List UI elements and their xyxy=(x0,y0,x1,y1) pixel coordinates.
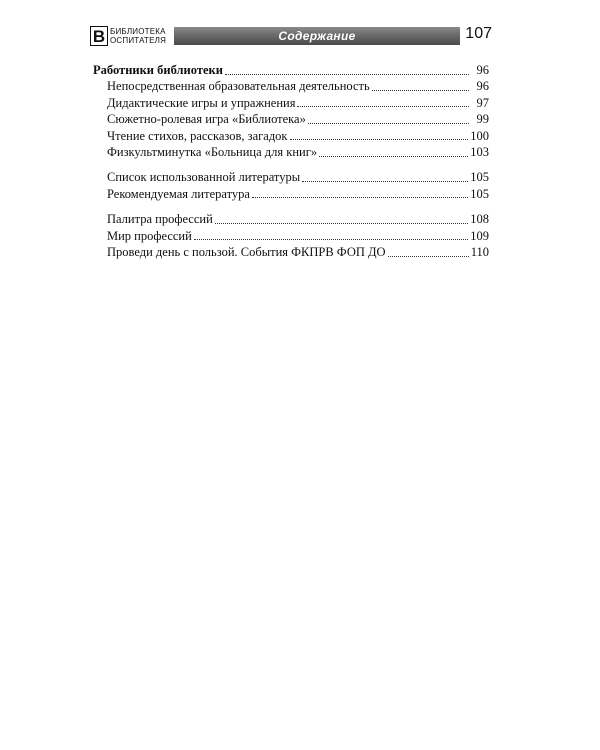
toc-entry-title: Работники библиотеки xyxy=(93,63,223,77)
toc-entry-page: 99 xyxy=(476,112,489,127)
toc-entry-page: 105 xyxy=(470,170,489,185)
toc-entry-title: Физкультминутка «Больница для книг» xyxy=(107,144,318,159)
toc-entry xyxy=(93,62,489,78)
toc-entry xyxy=(93,244,489,260)
table-of-contents xyxy=(93,62,489,260)
toc-entry-page: 108 xyxy=(470,212,489,227)
dot-leader xyxy=(225,74,469,75)
toc-entry-title: Чтение стихов, рассказов, загадок xyxy=(107,128,288,143)
logo-line-1: БИБЛИОТЕКА xyxy=(110,27,166,36)
dot-leader xyxy=(215,223,468,224)
toc-entry xyxy=(93,95,489,111)
toc-entry xyxy=(93,78,489,94)
toc-entry-page: 96 xyxy=(476,79,489,94)
toc-entry-page: 110 xyxy=(470,244,489,259)
toc-entry-page: 105 xyxy=(470,186,489,201)
toc-entry-title: Список использованной литературы xyxy=(107,170,301,185)
toc-entry-page: 109 xyxy=(470,228,489,243)
toc-entry-page: 96 xyxy=(476,63,489,77)
series-logo xyxy=(90,25,172,47)
toc-entry-title: Сюжетно-ролевая игра «Библиотека» xyxy=(107,112,306,127)
dot-leader xyxy=(302,181,468,182)
toc-entry xyxy=(93,169,489,185)
dot-leader xyxy=(194,239,468,240)
logo-letter: B xyxy=(90,26,108,46)
toc-entry xyxy=(93,144,489,160)
section-title: Содержание xyxy=(278,29,356,43)
toc-entry xyxy=(93,211,489,227)
toc-entry-title: Мир профессий xyxy=(107,228,192,243)
dot-leader xyxy=(297,106,469,107)
toc-entry-page: 100 xyxy=(470,128,489,143)
dot-leader xyxy=(388,256,469,257)
dot-leader xyxy=(308,123,469,124)
logo-line-2: ОСПИТАТЕЛЯ xyxy=(110,36,167,45)
toc-entry xyxy=(93,228,489,244)
toc-entry-title: Палитра профессий xyxy=(107,212,213,227)
dot-leader xyxy=(372,90,469,91)
toc-entry xyxy=(93,128,489,144)
section-banner xyxy=(174,27,460,45)
toc-entry-title: Непосредственная образовательная деятельность xyxy=(107,79,370,94)
toc-entry xyxy=(93,186,489,202)
dot-leader xyxy=(319,156,468,157)
logo-text xyxy=(110,27,166,45)
toc-entry-page: 97 xyxy=(476,95,489,110)
page-header xyxy=(90,25,494,49)
page-number: 107 xyxy=(465,25,492,42)
toc-entry-page: 103 xyxy=(470,144,489,159)
toc-entry-title: Рекомендуемая литература xyxy=(107,186,250,201)
toc-entry xyxy=(93,111,489,127)
dot-leader xyxy=(290,139,469,140)
toc-entry-title: Дидактические игры и упражнения xyxy=(107,95,296,110)
dot-leader xyxy=(252,197,468,198)
toc-entry-title: Проведи день с пользой. События ФКПРВ ФОП ДО xyxy=(107,244,386,259)
